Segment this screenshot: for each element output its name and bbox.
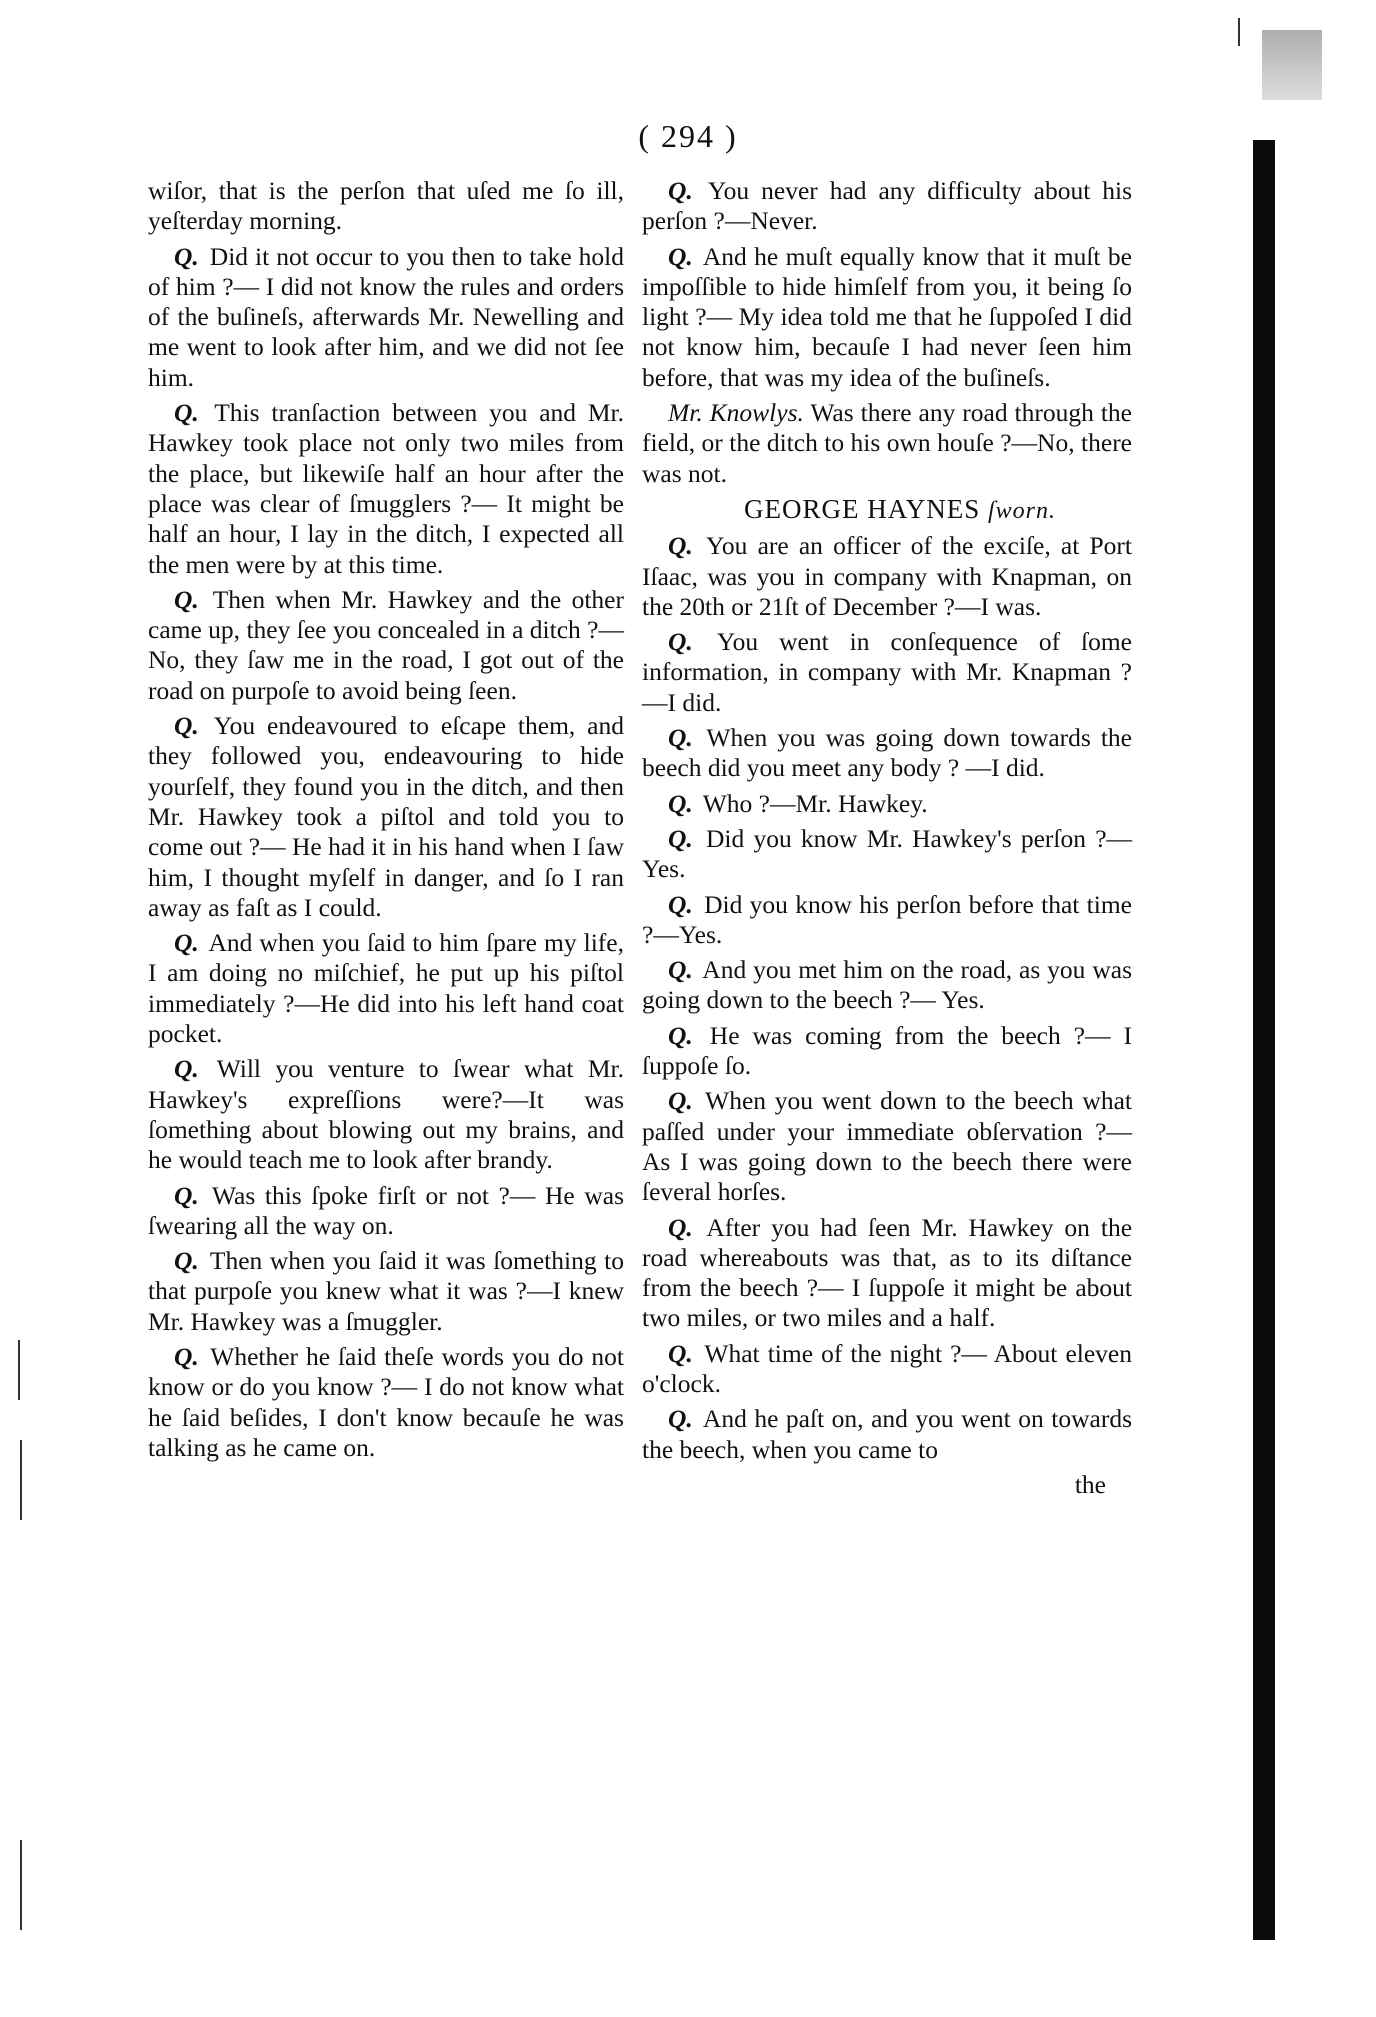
question-paragraph xyxy=(148,928,624,1049)
question-mark-label: Q. xyxy=(174,1341,199,1371)
paragraph-text: And he muſt equally know that it muſt be impoſſible to hide himſelf from you, it being ſo light ?— My idea told me that he ſuppoſed I did not know him, becauſe I had never ſeen him before, that was my idea of the buſineſs. xyxy=(642,241,1132,392)
speaker-paragraph xyxy=(642,398,1132,489)
question-paragraph xyxy=(148,398,624,580)
question-paragraph xyxy=(642,1086,1132,1207)
question-mark-label: Q. xyxy=(668,176,693,205)
question-mark-label: Q. xyxy=(174,1054,199,1084)
question-paragraph xyxy=(148,242,624,393)
left-column xyxy=(148,176,624,1468)
witness-heading xyxy=(642,494,1132,526)
question-paragraph xyxy=(642,890,1132,951)
question-paragraph xyxy=(642,176,1132,237)
paragraph-text: Was this ſpoke firſt or not ?— He was ſwearing all the way on. xyxy=(148,1180,624,1240)
paragraph-text: Will you venture to ſwear what Mr. Hawkey's expreſſions were?—It was ſomething about blowing out my brains, and he would teach me to look after brandy. xyxy=(148,1054,624,1175)
paragraph-text: And he paſt on, and you went on towards the beech, when you came to xyxy=(642,1404,1132,1464)
paragraph-text: Did it not occur to you then to take hold of him ?— I did not know the rules and orders of the buſineſs, afterwards Mr. Newelling and me went to look after him, and we did not ſee him. xyxy=(148,241,625,392)
paragraph-text: And you met him on the road, as you was going down to the beech ?— Yes. xyxy=(642,955,1132,1015)
question-paragraph xyxy=(148,1342,624,1463)
scan-edge-smudge xyxy=(1262,30,1322,100)
paragraph-text: Whether he ſaid theſe words you do not know or do you know ?— I do not know what he ſaid beſides, I don't know becauſe he was talking as he came on. xyxy=(148,1341,624,1462)
paragraph-text: You endeavoured to eſcape them, and they followed you, endeavouring to hide yourſelf, they found you in the ditch, and then Mr. Hawkey took a piſtol and told you to come out ?— He had it in his hand when I ſaw him, I thought myſelf in danger, and ſo I ran away as faſt as I could. xyxy=(148,711,624,922)
question-mark-label: Q. xyxy=(668,1404,693,1434)
speaker-name: Mr. Knowlys. xyxy=(668,398,804,428)
continued-paragraph: wiſor, that is the perſon that uſed me ſo ill, yeſterday morning. xyxy=(148,176,624,236)
paragraph-text: Who ?—Mr. Hawkey. xyxy=(702,788,928,818)
question-mark-label: Q. xyxy=(668,1086,693,1116)
scan-edge-bar xyxy=(1253,140,1275,1940)
question-paragraph xyxy=(148,1054,624,1175)
paragraph-text: What time of the night ?— About eleven o'clock. xyxy=(642,1338,1132,1398)
paragraph-text: You are an officer of the exciſe, at Port Iſaac, was you in company with Knapman, on the 20th or 21ſt of December ?—I was. xyxy=(642,531,1132,621)
question-paragraph xyxy=(148,1181,624,1242)
question-paragraph xyxy=(148,585,624,706)
question-mark-label: Q. xyxy=(668,723,693,753)
question-paragraph xyxy=(642,955,1132,1016)
question-mark-label: Q. xyxy=(174,711,199,741)
paragraph-text: You never had any difficulty about his perſon ?—Never. xyxy=(642,176,1132,236)
question-paragraph xyxy=(642,1404,1132,1465)
paragraph-text: This tranſaction between you and Mr. Hawkey took place not only two miles from the place, but likewiſe half an hour after the place was clear of ſmugglers ?— It might be half an hour, I lay in the ditch, I expected all the men were by at this time. xyxy=(148,398,624,579)
question-mark-label: Q. xyxy=(668,788,693,818)
question-mark-label: Q. xyxy=(174,241,199,271)
paragraph-text: Was there any road through the field, or the ditch to his own houſe ?—No, there was not. xyxy=(642,398,1132,488)
question-paragraph xyxy=(642,824,1132,885)
question-paragraph xyxy=(642,627,1132,718)
margin-mark xyxy=(20,1440,22,1520)
question-paragraph xyxy=(642,531,1132,622)
sworn-label: ſworn. xyxy=(988,497,1057,524)
question-paragraph xyxy=(642,1021,1132,1082)
paragraph-text: He was coming from the beech ?— I ſuppoſe ſo. xyxy=(642,1020,1132,1081)
margin-mark xyxy=(18,1340,20,1400)
question-mark-label: Q. xyxy=(668,1338,693,1368)
question-paragraph xyxy=(642,789,1132,819)
question-mark-label: Q. xyxy=(668,627,693,657)
paragraph-text: Did you know Mr. Hawkey's perſon ?—Yes. xyxy=(642,823,1133,884)
question-paragraph xyxy=(642,1213,1132,1334)
paragraph-text: When you went down to the beech what paſſed under your immediate obſervation ?— As I was going down to the beech there were ſeveral horſes. xyxy=(642,1086,1132,1207)
page-number: ( 294 ) xyxy=(638,118,738,154)
catchword: the xyxy=(1074,1469,1106,1499)
question-mark-label: Q. xyxy=(668,889,693,919)
question-paragraph xyxy=(642,723,1132,784)
question-mark-label: Q. xyxy=(668,955,693,985)
question-mark-label: Q. xyxy=(174,1180,199,1210)
right-column xyxy=(642,176,1132,1505)
question-mark-label: Q. xyxy=(668,1212,693,1242)
paragraph-text: Then when you ſaid it was ſomething to that purpoſe you knew what it was ?—I knew Mr. Hawkey was a ſmuggler. xyxy=(148,1246,624,1336)
paragraph-text: Then when Mr. Hawkey and the other came up, they ſee you concealed in a ditch ?— No, they ſaw me in the road, I got out of the road on purpoſe to avoid being ſeen. xyxy=(148,584,624,705)
question-mark-label: Q. xyxy=(174,928,199,958)
question-paragraph xyxy=(642,242,1132,393)
paragraph-text: Did you know his perſon before that time ?—Yes. xyxy=(642,889,1133,949)
question-mark-label: Q. xyxy=(668,1020,693,1050)
question-mark-label: Q. xyxy=(668,531,693,561)
question-mark-label: Q. xyxy=(174,398,199,428)
margin-mark xyxy=(1238,18,1240,46)
question-paragraph xyxy=(148,1246,624,1337)
question-mark-label: Q. xyxy=(174,584,199,614)
question-paragraph xyxy=(148,711,624,923)
paragraph-text: And when you ſaid to him ſpare my life, I am doing no miſchief, he put up his piſtol immediately ?—He did into his left hand coat pocket. xyxy=(148,928,624,1049)
margin-mark xyxy=(20,1840,22,1930)
question-mark-label: Q. xyxy=(174,1246,199,1276)
witness-name: GEORGE HAYNES xyxy=(743,493,981,524)
question-mark-label: Q. xyxy=(668,241,693,271)
paragraph-text: When you was going down towards the beech did you meet any body ? —I did. xyxy=(642,723,1132,783)
question-paragraph xyxy=(642,1339,1132,1400)
paragraph-text: After you had ſeen Mr. Hawkey on the road whereabouts was that, as to its diſtance from the beech ?— I ſuppoſe it might be about two miles, or two miles and a half. xyxy=(642,1212,1133,1333)
paragraph-text: You went in conſequence of ſome information, in company with Mr. Knapman ?—I did. xyxy=(642,627,1132,717)
question-mark-label: Q. xyxy=(668,823,693,853)
